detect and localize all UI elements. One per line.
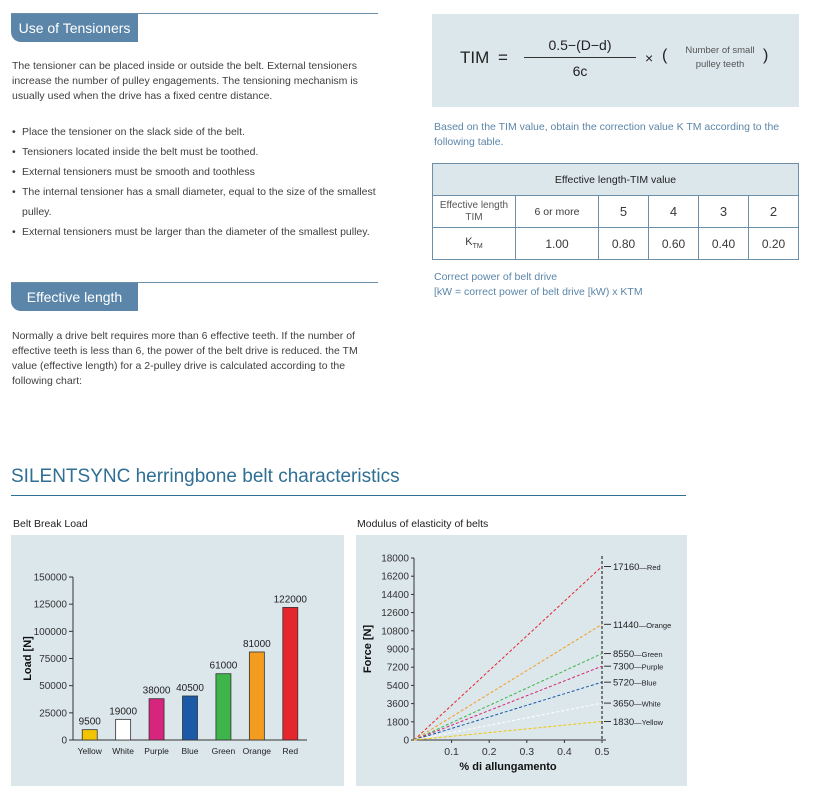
bar-yellow [82,730,97,740]
y-tick-label: 14400 [381,589,409,601]
tim-note: Based on the TIM value, obtain the correction value K TM according to the following table. [434,121,780,148]
factor-line1: Number of small [685,45,755,56]
tim-table [432,163,799,260]
series-label-white [613,699,661,710]
bar-purple [149,699,164,740]
x-tick-label: 0.5 [594,746,610,758]
series-value: 1830 [613,716,635,728]
table-cell: 0.20 [749,228,799,260]
formula-lhs: TIM [460,48,490,67]
tim-formula-box [432,14,799,107]
list-item: • Tensioners located inside the belt must be toothed. [12,142,382,162]
series-value: 3650 [613,698,635,710]
data-label: 9500 [78,716,101,728]
data-label: 122000 [273,594,307,606]
data-label: 81000 [242,638,271,650]
x-tick-label: 0.3 [519,746,535,758]
series-label-yellow [613,717,664,728]
series-line-white [414,703,602,740]
data-label: 38000 [142,685,171,697]
table-cell: 0.80 [599,228,649,260]
list-item: • The internal tensioner has a small diameter, equal to the size of the smallest pulley. [12,182,382,222]
tim-table-title: Effective length-TIM value [433,164,799,196]
bar-orange [249,652,264,740]
bar-chart-panel [11,535,344,786]
y-tick-label: 0 [61,735,67,747]
y-tick-label: 1800 [386,717,409,729]
row2-label-main: K [465,236,473,249]
series-label-orange [613,620,671,631]
x-tick-label: Blue [181,746,199,756]
formula-equals: = [498,48,508,67]
row2-label-sub: TM [472,243,483,251]
effective-length-section-header [11,282,378,312]
line-chart-title: Modulus of elasticity of belts [357,518,489,530]
y-tick-label: 5400 [386,680,409,692]
tensioners-heading: Use of Tensioners [11,14,138,42]
y-tick-label: 100000 [33,626,67,638]
list-item: • External tensioners must be smooth and toothless [12,162,382,182]
table-cell: 0.60 [649,228,699,260]
data-label: 40500 [176,682,204,694]
table-cell: 1.00 [516,228,599,260]
series-name: —Yellow [634,717,664,727]
x-tick-label: Yellow [77,746,102,756]
y-tick-label: 150000 [33,572,67,584]
y-tick-label: 25000 [39,708,67,720]
table-cell: 2 [749,196,799,228]
y-tick-label: 12600 [381,608,409,620]
row2-label [433,228,516,260]
bar-blue [183,696,198,740]
y-tick-label: 16200 [381,571,409,583]
table-cell: 4 [649,196,699,228]
x-tick-label: Green [211,746,236,756]
bar-chart-title: Belt Break Load [13,518,88,530]
series-name: —Orange [638,620,672,630]
series-value: 5720 [613,677,635,689]
series-name: —White [634,699,661,709]
power-note-line2: [kW = correct power of belt drive [kW) x KTM [434,286,643,298]
series-value: 8550 [613,649,635,661]
series-name: —Red [639,562,661,572]
line-chart [356,535,687,786]
y-tick-label: 9000 [386,644,409,656]
series-label-purple [613,662,663,673]
x-tick-label: White [112,746,135,756]
series-label-blue [613,678,657,689]
y-tick-label: 0 [403,735,409,747]
formula-numerator: 0.5−(D−d) [548,37,612,53]
series-line-yellow [414,721,602,740]
x-tick-label: Red [282,746,299,756]
row1-label-line2: TIM [465,211,483,223]
data-label: 19000 [109,706,138,718]
power-note [434,270,804,300]
power-note-line1: Correct power of belt drive [434,271,558,283]
bar-green [216,674,231,740]
x-tick-label: 0.2 [481,746,497,758]
y-tick-label: 10800 [381,626,409,638]
table-cell: 3 [699,196,749,228]
list-item: • Place the tensioner on the slack side of the belt. [12,122,382,142]
section-title: SILENTSYNC herringbone belt characteristics [11,466,400,487]
tensioners-section-header [11,13,378,43]
series-line-blue [414,682,602,740]
x-tick-label: Orange [242,746,272,756]
effective-length-heading: Effective length [11,283,138,311]
x-tick-label: 0.1 [444,746,459,758]
tensioners-bullet-list [12,122,382,242]
row1-label [433,196,516,228]
formula-open-paren: ( [662,47,668,64]
y-tick-label: 50000 [39,681,67,693]
x-axis-label: % di allungamento [459,761,557,773]
list-item: • External tensioners must be larger than the diameter of the smallest pulley. [12,222,382,242]
y-tick-label: 7200 [386,662,409,674]
y-axis-label: Load [N] [22,636,34,681]
y-tick-label: 125000 [33,599,67,611]
formula-times: × [645,50,654,66]
series-name: —Purple [634,662,664,672]
series-value: 17160 [613,561,640,573]
x-tick-label: Purple [144,746,169,756]
series-value: 7300 [613,661,635,673]
series-label-red [613,562,661,573]
effective-length-text: Normally a drive belt requires more than 6 effective teeth. If the number of effective teeth is less than 6, the power of the belt drive is reduced. the TM value (effective length) for a 2-pulley drive is calculated according to the following chart: [12,330,358,387]
bar-red [283,607,298,740]
y-tick-label: 75000 [39,654,67,665]
series-value: 11440 [613,619,639,631]
line-chart-panel [356,535,687,786]
y-tick-label: 3600 [386,699,409,711]
section-title-rule [11,495,686,496]
series-name: —Green [634,650,663,660]
series-line-orange [414,624,602,740]
series-line-red [414,566,602,740]
formula-factor [670,44,770,72]
series-line-purple [414,666,602,740]
series-line-green [414,654,602,740]
series-name: —Blue [634,678,657,688]
bar-chart [11,535,344,786]
formula-denominator: 6c [572,63,588,79]
y-axis-label: Force [N] [362,624,374,674]
table-cell: 5 [599,196,649,228]
formula-close-paren: ) [763,47,769,64]
series-label-green [613,649,663,660]
table-cell: 6 or more [516,196,599,228]
data-label: 61000 [209,660,238,672]
tensioners-intro: The tensioner can be placed inside or outside the belt. External tensioners increase the number of pulley engagements. The tensioning mechanism is usually used when the drive has a fixed centre distance. [12,60,358,102]
fraction-line [524,57,636,58]
table-cell: 0.40 [699,228,749,260]
bar-white [116,719,131,740]
x-tick-label: 0.4 [557,746,572,758]
factor-line2: pulley teeth [695,59,745,70]
row1-label-line1: Effective length [439,199,509,211]
y-tick-label: 18000 [381,553,409,565]
